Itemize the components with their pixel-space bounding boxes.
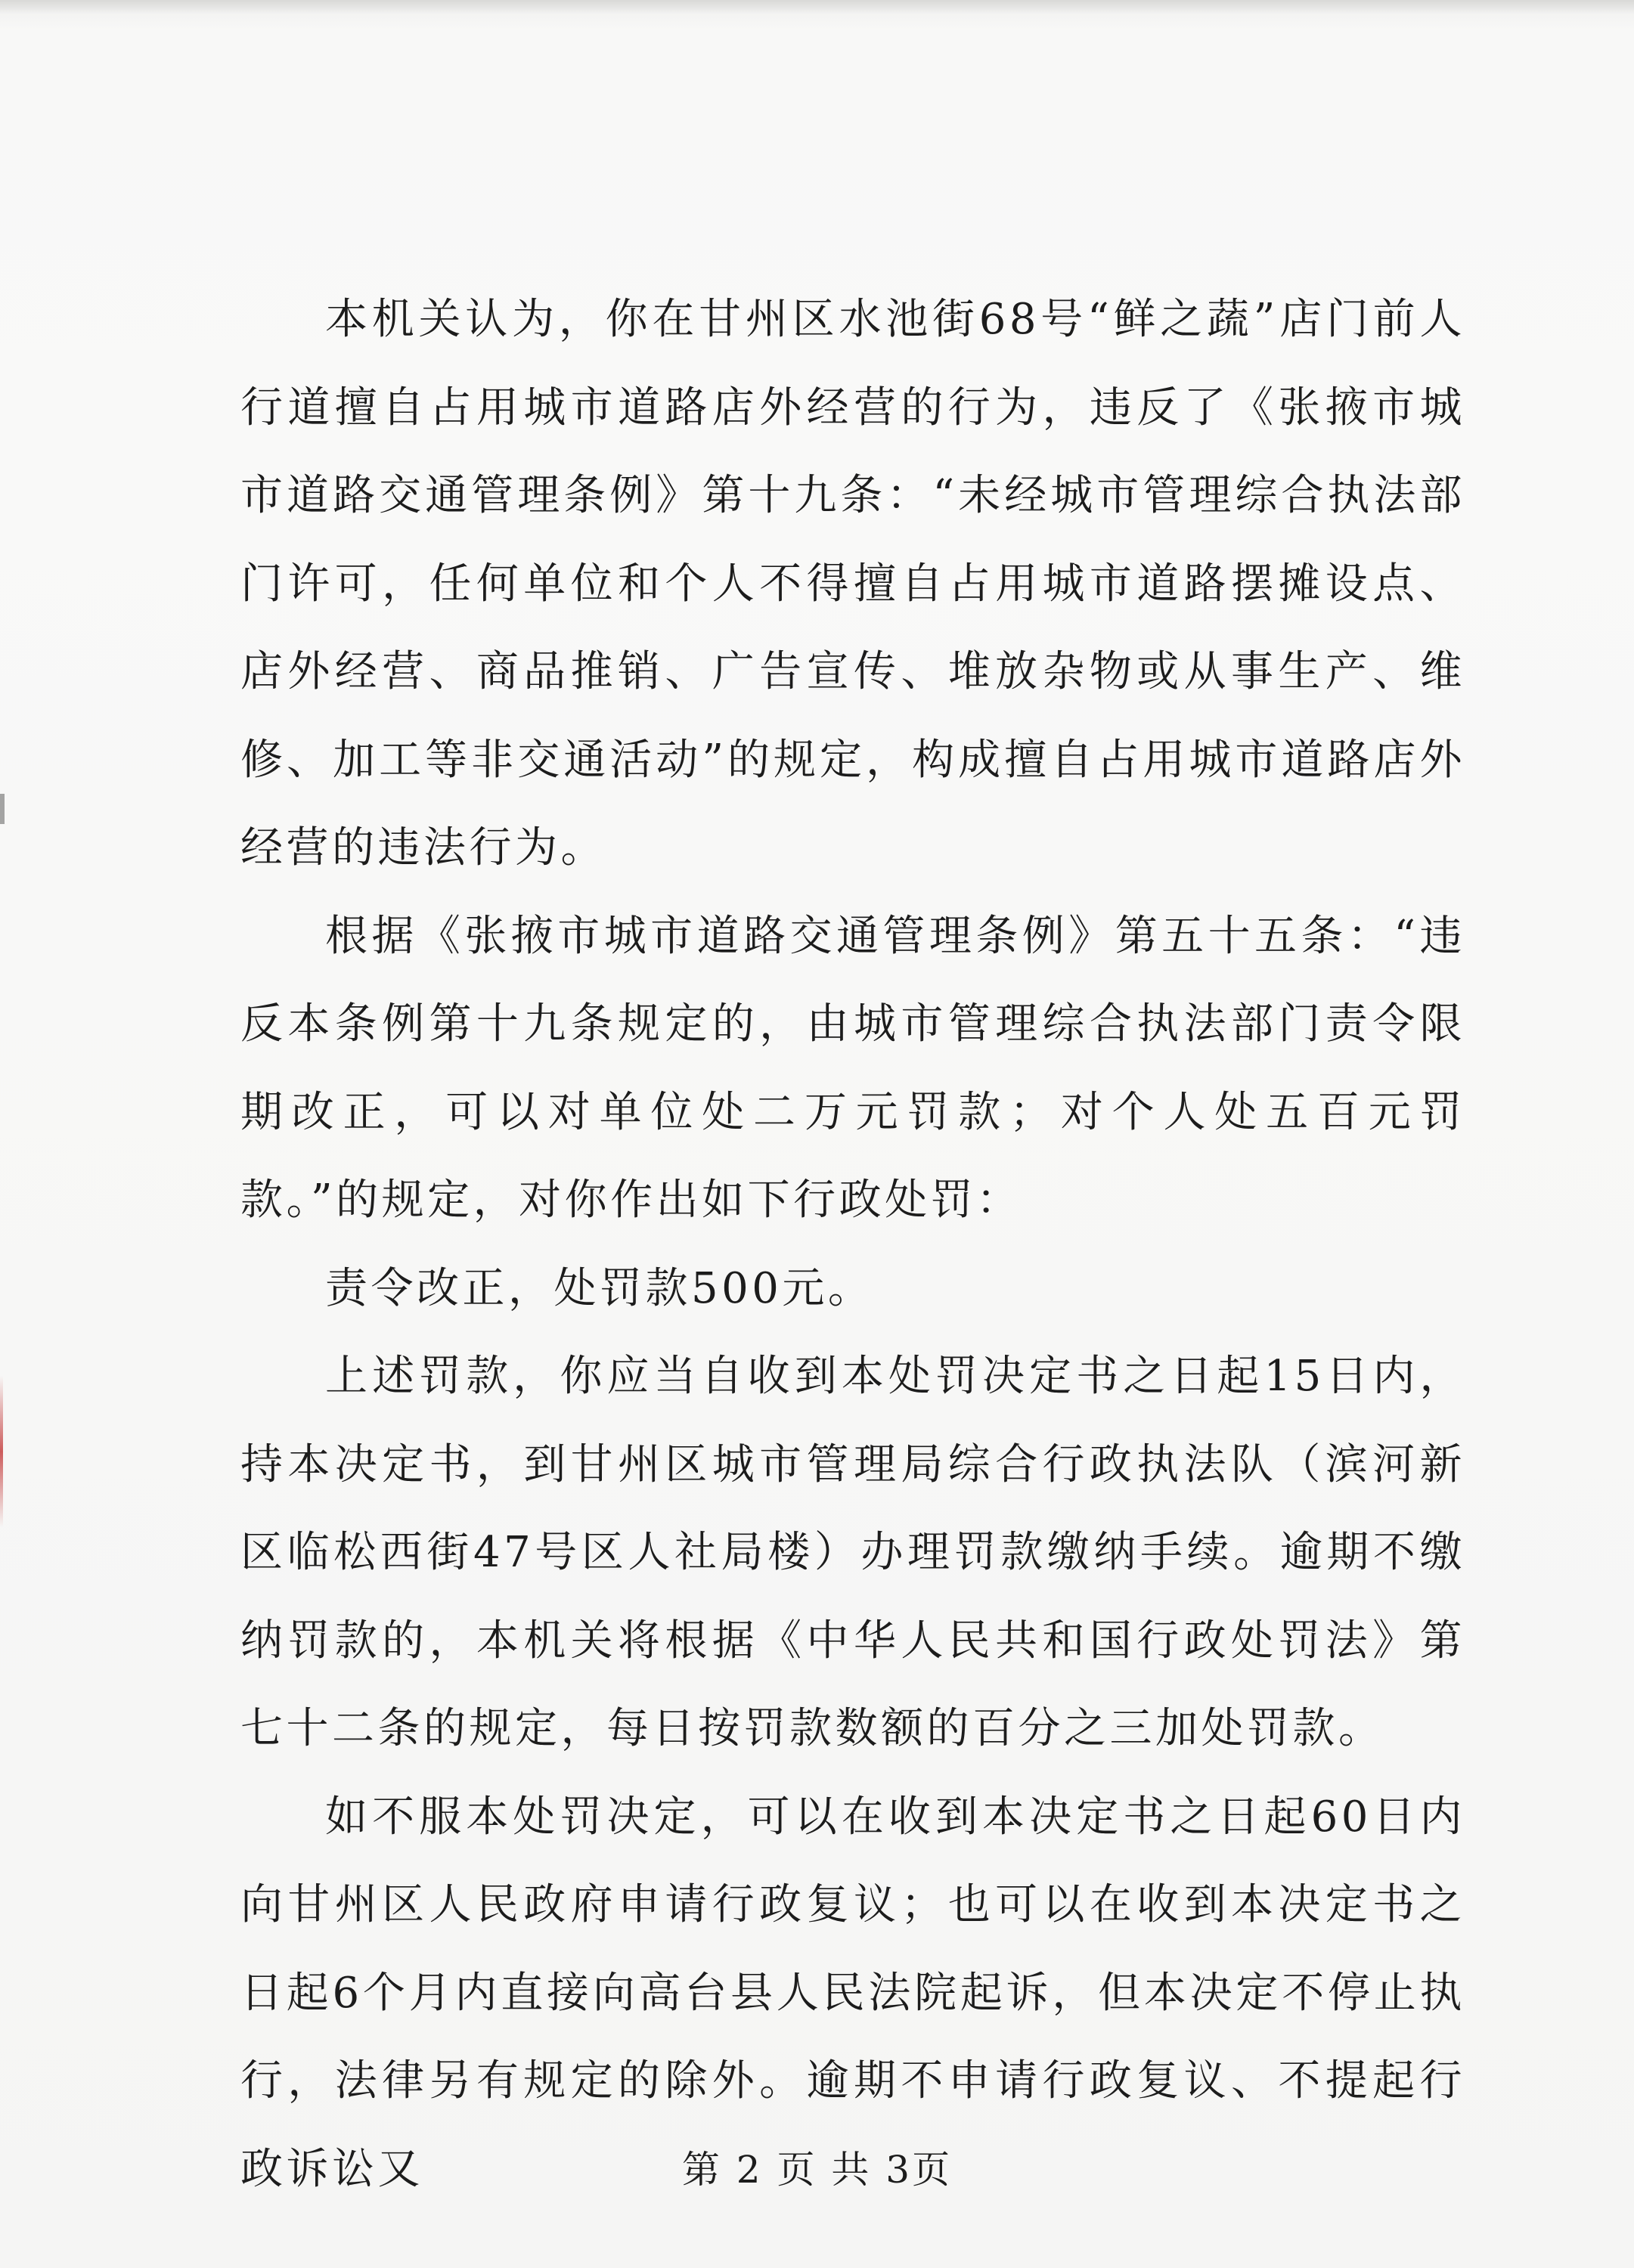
paragraph-penalty: 责令改正，处罚款500元。 bbox=[325, 1263, 874, 1313]
page-number: 第 2 页 共 3页 bbox=[681, 2148, 953, 2192]
scan-top-edge bbox=[0, 0, 1634, 14]
paragraph-appeal: 如不服本处罚决定，可以在收到本决定书之日起60日内向甘州区人民政府申请行政复议；也可以在收到本决定书之日起6个月内直接向高台县人民法院起诉，但本决定不停止执行，法律另有规定的除外。逾期不申请行政复议、不提起行政诉讼又 bbox=[240, 1792, 1465, 2194]
paragraph-violation: 本机关认为，你在甘州区水池街68号“鲜之蔬”店门前人行道擅自占用城市道路店外经营的行为，违反了《张掖市城市道路交通管理条例》第十九条：“未经城市管理综合执法部门许可，任何单位和个人不得擅自占用城市道路摆摊设点、店外经营、商品推销、广告宣传、堆放杂物或从事生产、维修、加工等非交通活动”的规定，构成擅自占用城市道路店外经营的违法行为。 bbox=[240, 295, 1465, 872]
scan-edge-mark bbox=[0, 1376, 3, 1527]
document-body bbox=[240, 276, 1465, 2214]
paragraph-legal-basis: 根据《张掖市城市道路交通管理条例》第五十五条：“违反本条例第十九条规定的，由城市管理综合执法部门责令限期改正，可以对单位处二万元罚款；对个人处五百元罚款。”的规定，对你作出如下行政处罚： bbox=[240, 911, 1465, 1225]
paragraph-payment: 上述罚款，你应当自收到本处罚决定书之日起15日内，持本决定书，到甘州区城市管理局综合行政执法队（滨河新区临松西街47号区人社局楼）办理罚款缴纳手续。逾期不缴纳罚款的，本机关将根据《中华人民共和国行政处罚法》第七十二条的规定，每日按罚款数额的百分之三加处罚款。 bbox=[240, 1352, 1465, 1753]
scan-edge-mark bbox=[0, 794, 5, 824]
